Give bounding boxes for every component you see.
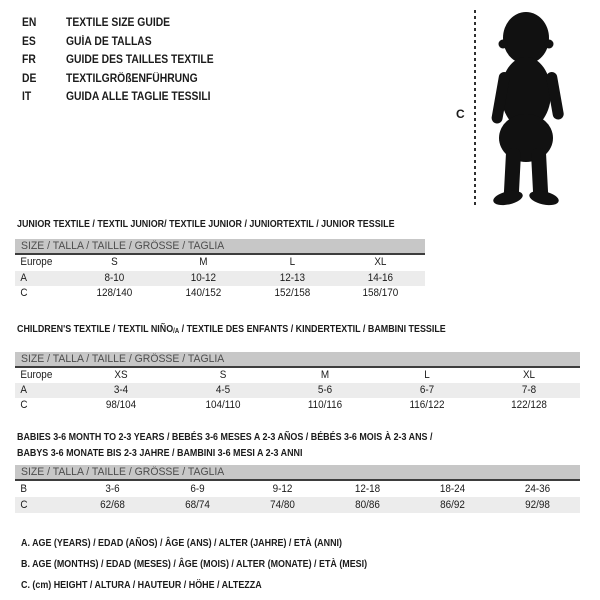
- legend-text: A. AGE (YEARS) / EDAD (AÑOS) / ÂGE (ANS) / ALTER (JAHRE) / ETÀ (ANNI): [21, 537, 342, 549]
- size-header-label: SIZE / TALLA / TAILLE / GRÖSSE / TAGLIA: [21, 466, 225, 478]
- babies-table-title: [17, 429, 506, 461]
- height-cell: 104/110: [205, 399, 241, 411]
- height-row: [15, 286, 425, 302]
- row-label: C: [20, 399, 28, 411]
- age-row: [15, 383, 580, 398]
- size-cell: XL: [522, 369, 536, 381]
- legend-line-b: [21, 554, 428, 575]
- age-cell: 7-8: [521, 384, 537, 396]
- age-cell: 5-6: [317, 384, 333, 396]
- title-part: CHILDREN'S TEXTILE / TEXTIL NIÑO: [17, 323, 174, 335]
- row-label: B: [20, 483, 28, 495]
- height-cell: 86/92: [440, 499, 465, 511]
- language-label: GUÍA DE TALLAS: [66, 35, 152, 48]
- months-cell: 18-24: [439, 483, 466, 495]
- months-cell: 24-36: [524, 483, 551, 495]
- language-row-it: [22, 88, 230, 107]
- language-row-es: [22, 33, 230, 52]
- language-label: TEXTILGRÖßENFÜHRUNG: [66, 72, 198, 85]
- age-row: [15, 271, 425, 287]
- height-cell: 158/170: [362, 287, 399, 299]
- junior-table-title-text: JUNIOR TEXTILE / TEXTIL JUNIOR/ TEXTILE JUNIOR / JUNIORTEXTIL / JUNIOR TESSILE: [17, 218, 395, 230]
- height-cell: 80/86: [355, 499, 380, 511]
- legend-text: C. (cm) HEIGHT / ALTURA / HAUTEUR / HÖHE / ALTEZZA: [21, 579, 262, 591]
- months-cell: 9-12: [272, 483, 293, 495]
- babies-table-title-line2: BABYS 3-6 MONATE BIS 2-3 JAHRE / BAMBINI 3-6 MESI A 2-3 ANNI: [17, 447, 303, 459]
- row-label: A: [20, 271, 28, 284]
- language-label: TEXTILE SIZE GUIDE: [66, 17, 171, 29]
- months-cell: 6-9: [190, 483, 205, 495]
- age-cell: 3-4: [113, 384, 129, 396]
- row-label: C: [20, 287, 28, 299]
- height-cell: 92/98: [525, 499, 550, 511]
- children-table-title: [17, 322, 521, 339]
- language-row-en: [22, 14, 230, 33]
- age-cell: 4-5: [215, 384, 231, 396]
- language-row-fr: [22, 51, 230, 70]
- size-header-label: SIZE / TALLA / TAILLE / GRÖSSE / TAGLIA: [21, 353, 225, 365]
- size-header-label: SIZE / TALLA / TAILLE / GRÖSSE / TAGLIA: [21, 240, 225, 252]
- junior-table-title: [17, 217, 461, 232]
- children-table: [15, 352, 580, 413]
- row-label: A: [20, 384, 28, 396]
- language-label: GUIDE DES TAILLES TEXTILE: [66, 54, 214, 66]
- height-cell: 74/80: [270, 499, 295, 511]
- size-cell: M: [320, 369, 330, 381]
- size-cell: S: [111, 256, 118, 268]
- junior-table: [15, 239, 425, 302]
- baby-silhouette-icon: [478, 8, 578, 208]
- legend: [21, 533, 428, 596]
- babies-table: [15, 465, 580, 513]
- height-cell: 116/122: [409, 399, 445, 411]
- language-code: ES: [22, 35, 36, 48]
- language-row-de: [22, 70, 230, 89]
- size-row: [15, 255, 425, 271]
- age-cell: 8-10: [104, 271, 125, 284]
- height-cell: 68/74: [185, 499, 210, 511]
- height-measure-dashed-line: [474, 10, 476, 208]
- language-code: DE: [22, 72, 37, 85]
- age-cell: 12-13: [279, 271, 305, 284]
- size-header-bar: [15, 352, 580, 368]
- language-code: IT: [22, 91, 32, 103]
- region-label: Europe: [20, 369, 53, 381]
- height-cell: 98/104: [105, 399, 137, 411]
- height-cell: 128/140: [96, 287, 133, 299]
- size-cell: S: [219, 369, 227, 381]
- language-code: FR: [22, 54, 36, 66]
- size-header-bar: [15, 465, 580, 481]
- age-cell: 14-16: [367, 271, 394, 284]
- row-label: C: [20, 499, 28, 511]
- height-cell: 110/116: [307, 399, 343, 411]
- height-row: [15, 398, 580, 413]
- height-marker-label: C: [456, 107, 465, 121]
- size-row: [15, 368, 580, 383]
- months-cell: 3-6: [105, 483, 120, 495]
- language-label: GUIDA ALLE TAGLIE TESSILI: [66, 91, 211, 103]
- language-list: [22, 14, 230, 107]
- title-subscript: /A: [173, 328, 180, 335]
- height-cell: 122/128: [511, 399, 547, 411]
- size-cell: XL: [374, 256, 387, 268]
- months-row: [15, 481, 580, 497]
- legend-line-a: [21, 533, 428, 554]
- height-row: [15, 497, 580, 513]
- region-label: Europe: [20, 256, 53, 268]
- size-cell: L: [289, 256, 295, 268]
- size-cell: M: [198, 256, 208, 268]
- size-header-bar: [15, 239, 425, 255]
- age-cell: 6-7: [419, 384, 435, 396]
- size-cell: XS: [114, 369, 128, 381]
- language-code: EN: [22, 17, 37, 29]
- title-part: / TEXTILE DES ENFANTS / KINDERTEXTIL / BAMBINI TESSILE: [179, 323, 446, 335]
- children-table-title-text: [17, 322, 446, 339]
- legend-line-c: [21, 575, 428, 596]
- legend-text: B. AGE (MONTHS) / EDAD (MESES) / ÂGE (MOIS) / ALTER (MONATE) / ETÀ (MESI): [21, 558, 368, 570]
- height-cell: 152/158: [273, 287, 310, 299]
- size-cell: L: [424, 369, 430, 381]
- height-cell: 62/68: [100, 499, 125, 511]
- age-cell: 10-12: [190, 271, 216, 284]
- babies-table-title-line1: BABIES 3-6 MONTH TO 2-3 YEARS / BEBÉS 3-6 MESES A 2-3 AÑOS / BÉBÉS 3-6 MOIS À 2-3 ANS /: [17, 431, 433, 443]
- months-cell: 12-18: [354, 483, 381, 495]
- height-cell: 140/152: [185, 287, 222, 299]
